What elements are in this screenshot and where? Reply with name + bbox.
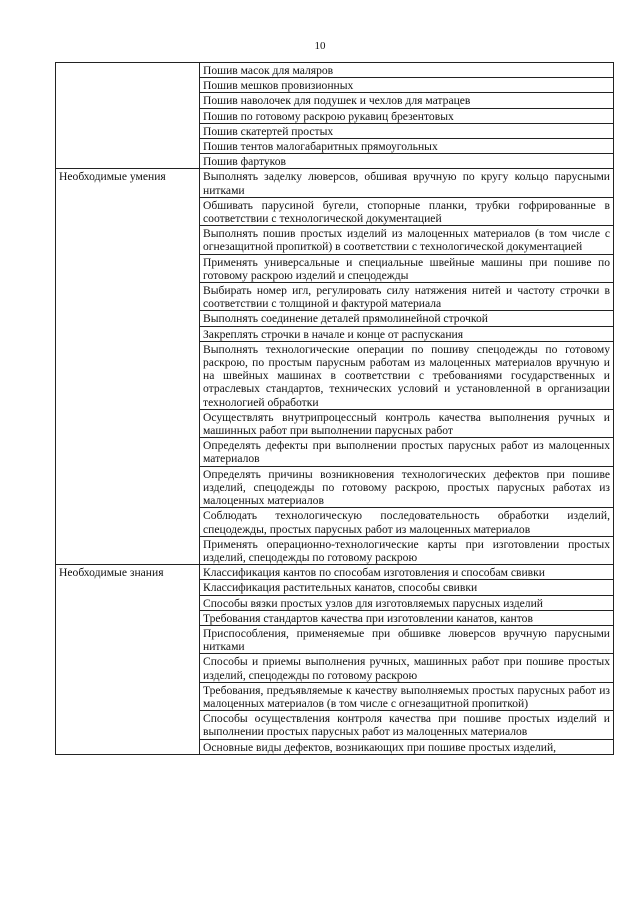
requirement-item: Выполнять заделку люверсов, обшивая вручную по кругу кольцо парусными нитками — [200, 169, 614, 197]
requirement-item: Применять универсальные и специальные швейные машины при пошиве по готовому раскрою изделий и спецодежды — [200, 254, 614, 282]
requirement-item: Закреплять строчки в начале и конце от распускания — [200, 326, 614, 341]
requirements-table-body — [56, 63, 614, 755]
requirements-table — [55, 62, 614, 755]
requirement-item: Пошив скатертей простых — [200, 123, 614, 138]
requirement-item: Способы и приемы выполнения ручных, машинных работ при пошиве простых изделий, спецодежды по готовому раскрою — [200, 654, 614, 682]
requirement-item: Пошив по готовому раскрою рукавиц брезентовых — [200, 108, 614, 123]
requirement-item: Пошив тентов малогабаритных прямоугольных — [200, 139, 614, 154]
requirement-item: Обшивать парусиной бугели, стопорные планки, трубки гофрированные в соответствии с технологической документацией — [200, 197, 614, 225]
requirement-item: Выполнять соединение деталей прямолинейной строчкой — [200, 311, 614, 326]
requirement-item: Выполнять пошив простых изделий из малоценных материалов (в том числе с огнезащитной пропиткой) в соответствии с технологической документацией — [200, 226, 614, 254]
table-row — [56, 565, 614, 580]
requirement-item: Требования, предъявляемые к качеству выполняемых простых парусных работ из малоценных материалов (в том числе с огнезащитной пропиткой) — [200, 682, 614, 710]
requirement-item: Требования стандартов качества при изготовлении канатов, кантов — [200, 610, 614, 625]
requirement-item: Соблюдать технологическую последовательность обработки изделий, спецодежды, простых парусных работ из малоценных материалов — [200, 508, 614, 536]
requirement-item: Способы осуществления контроля качества при пошиве простых изделий и выполнении простых парусных работ из малоценных материалов — [200, 711, 614, 739]
table-row — [56, 63, 614, 78]
requirement-item: Приспособления, применяемые при обшивке люверсов вручную парусными нитками — [200, 625, 614, 653]
requirement-item: Пошив масок для маляров — [200, 63, 614, 78]
requirement-item: Классификация растительных канатов, способы свивки — [200, 580, 614, 595]
section-heading: Необходимые умения — [56, 169, 200, 565]
requirement-item: Пошив фартуков — [200, 154, 614, 169]
requirement-item: Выбирать номер игл, регулировать силу натяжения нитей и частоту строчки в соответствии с толщиной и фактурой материала — [200, 283, 614, 311]
requirement-item: Осуществлять внутрипроцессный контроль качества выполнения ручных и машинных работ при выполнении парусных работ — [200, 409, 614, 437]
requirement-item: Выполнять технологические операции по пошиву спецодежды по готовому раскрою, по простым парусным работам из малоценных материалов вручную и на швейных машинах в соответствии с требованиями государственных и отраслевых стандартов, технических условий и установленной в организации технологией обработки — [200, 341, 614, 409]
section-heading: Необходимые знания — [56, 565, 200, 755]
requirement-item: Основные виды дефектов, возникающих при пошиве простых изделий, — [200, 739, 614, 754]
requirement-item: Определять дефекты при выполнении простых парусных работ из малоценных материалов — [200, 438, 614, 466]
table-row — [56, 169, 614, 197]
requirement-item: Применять операционно-технологические карты при изготовлении простых изделий, спецодежды по готовому раскрою — [200, 536, 614, 564]
page-number: 10 — [314, 40, 326, 52]
requirement-item: Способы вязки простых узлов для изготовляемых парусных изделий — [200, 595, 614, 610]
section-heading — [56, 63, 200, 169]
requirement-item: Пошив мешков провизионных — [200, 78, 614, 93]
requirement-item: Классификация кантов по способам изготовления и способам свивки — [200, 565, 614, 580]
requirement-item: Пошив наволочек для подушек и чехлов для матрацев — [200, 93, 614, 108]
requirement-item: Определять причины возникновения технологических дефектов при пошиве изделий, спецодежды по готовому раскрою, простых парусных работах из малоценных материалов — [200, 466, 614, 508]
